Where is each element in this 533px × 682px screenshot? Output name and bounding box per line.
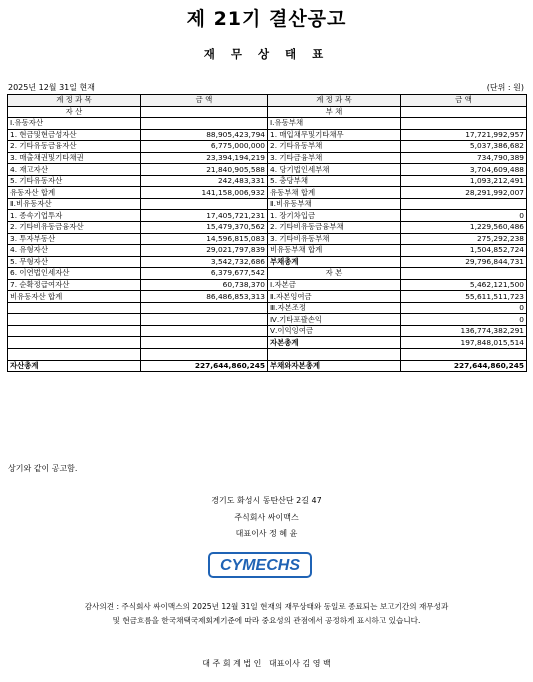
unit-label: (단위 : 원) — [486, 83, 524, 92]
table-row — [8, 152, 527, 164]
asset-amount-cell: 14,596,815,083 — [141, 233, 268, 245]
page-title: 제 21기 결산공고 — [186, 8, 347, 30]
company-address: 경기도 화성시 동탄산단 2길 47 — [211, 496, 322, 505]
table-header-row — [8, 95, 527, 107]
total-assets-label: 자산총계 — [8, 360, 141, 372]
balance-sheet-table — [7, 94, 527, 372]
liability-account-cell: Ⅱ.비유동부채 — [268, 198, 401, 210]
liability-account-cell: 1. 장기차입금 — [268, 210, 401, 222]
asset-account-cell — [8, 337, 141, 349]
liability-account-cell: 자본총계 — [268, 337, 401, 349]
liability-account-cell: 4. 당기법인세부채 — [268, 164, 401, 176]
liability-amount-cell: 5,462,121,500 — [401, 279, 527, 291]
liability-amount-cell — [401, 198, 527, 210]
logo-text: CYMECHS — [219, 557, 301, 574]
table-row — [8, 222, 527, 234]
asset-account-cell — [8, 314, 141, 326]
notice-text: 상기와 같이 공고함. — [8, 464, 78, 473]
audit-opinion-line-2: 및 현금흐름을 한국채택국제회계기준에 따라 중요성의 관점에서 공정하게 표시하고 있습니다. — [112, 616, 421, 625]
asset-account-cell — [8, 349, 141, 361]
liability-account-cell: 3. 기타비유동부채 — [268, 233, 401, 245]
table-row — [8, 337, 527, 349]
liability-account-cell: 2. 기타유동부채 — [268, 141, 401, 153]
asset-amount-cell: 88,905,423,794 — [141, 129, 268, 141]
company-ceo: 대표이사 정 혜 윤 — [235, 529, 298, 538]
empty-cell — [141, 106, 268, 118]
asset-account-cell: 2. 기타유동금융자산 — [8, 141, 141, 153]
asset-account-cell: 3. 투자부동산 — [8, 233, 141, 245]
liability-amount-cell: 197,848,015,514 — [401, 337, 527, 349]
asset-amount-cell: 6,775,000,000 — [141, 141, 268, 153]
section-assets: 자 산 — [8, 106, 141, 118]
asset-account-cell: 비유동자산 합계 — [8, 291, 141, 303]
asset-account-cell: 3. 매출채권및기타채권 — [8, 152, 141, 164]
asset-account-cell: 7. 순확정급여자산 — [8, 279, 141, 291]
liability-account-cell — [268, 349, 401, 361]
total-liab-equity-amount: 227,644,860,245 — [401, 360, 527, 372]
asset-amount-cell: 29,021,797,839 — [141, 245, 268, 257]
header-left-account: 계 정 과 목 — [8, 95, 141, 107]
asset-amount-cell: 15,479,370,562 — [141, 222, 268, 234]
audit-opinion-line-1: 감사의견 : 주식회사 싸이맥스의 2025년 12월 31일 현재의 재무상태와 동일로 종료되는 보고기간의 재무성과 — [84, 602, 449, 611]
liability-amount-cell: 29,796,844,731 — [401, 256, 527, 268]
asset-amount-cell — [141, 302, 268, 314]
liability-account-cell: Ⅴ.이익잉여금 — [268, 325, 401, 337]
table-row — [8, 233, 527, 245]
liability-account-cell: 2. 기타비유동금융부채 — [268, 222, 401, 234]
liability-amount-cell: 3,704,609,488 — [401, 164, 527, 176]
asset-amount-cell — [141, 314, 268, 326]
liability-account-cell: 5. 충당부채 — [268, 175, 401, 187]
liability-amount-cell: 17,721,992,957 — [401, 129, 527, 141]
liability-amount-cell: 1,093,212,491 — [401, 175, 527, 187]
asset-account-cell: 2. 기타비유동금융자산 — [8, 222, 141, 234]
asset-amount-cell: 23,394,194,219 — [141, 152, 268, 164]
table-row — [8, 164, 527, 176]
liability-amount-cell: 0 — [401, 210, 527, 222]
asset-account-cell: 5. 기타유동자산 — [8, 175, 141, 187]
asset-account-cell: 유동자산 합계 — [8, 187, 141, 199]
table-row — [8, 129, 527, 141]
asset-account-cell: Ⅱ.비유동자산 — [8, 198, 141, 210]
asset-amount-cell — [141, 337, 268, 349]
asset-account-cell — [8, 325, 141, 337]
table-row — [8, 268, 527, 280]
asset-account-cell: 4. 재고자산 — [8, 164, 141, 176]
asset-amount-cell — [141, 349, 268, 361]
asset-account-cell: 5. 무형자산 — [8, 256, 141, 268]
liability-account-cell: Ⅳ.기타포괄손익 — [268, 314, 401, 326]
liability-account-cell: Ⅲ.자본조정 — [268, 302, 401, 314]
asset-account-cell: 1. 종속기업투자 — [8, 210, 141, 222]
asset-account-cell: 6. 이연법인세자산 — [8, 268, 141, 280]
asset-amount-cell: 21,840,905,588 — [141, 164, 268, 176]
liability-amount-cell: 1,504,852,724 — [401, 245, 527, 257]
liability-account-cell: 유동부채 합계 — [268, 187, 401, 199]
table-row — [8, 349, 527, 361]
table-row — [8, 175, 527, 187]
liability-amount-cell: 28,291,992,007 — [401, 187, 527, 199]
table-row — [8, 314, 527, 326]
table-row — [8, 198, 527, 210]
table-row — [8, 210, 527, 222]
liability-amount-cell: 136,774,382,291 — [401, 325, 527, 337]
asset-account-cell — [8, 302, 141, 314]
liability-amount-cell — [401, 349, 527, 361]
liability-amount-cell: 0 — [401, 314, 527, 326]
liability-account-cell: 비유동부채 합계 — [268, 245, 401, 257]
empty-cell — [401, 106, 527, 118]
section-liabilities: 부 채 — [268, 106, 401, 118]
asset-amount-cell: 17,405,721,231 — [141, 210, 268, 222]
auditor-signature: 대 주 회 계 법 인 대표이사 김 영 백 — [202, 659, 331, 668]
header-left-amount: 금 액 — [141, 95, 268, 107]
liability-amount-cell: 0 — [401, 302, 527, 314]
liability-account-cell: 3. 기타금융부채 — [268, 152, 401, 164]
liability-amount-cell: 734,790,389 — [401, 152, 527, 164]
table-row — [8, 325, 527, 337]
section-row — [8, 106, 527, 118]
asset-amount-cell: 6,379,677,542 — [141, 268, 268, 280]
table-row — [8, 302, 527, 314]
report-date: 2025년 12월 31일 현재 — [8, 83, 95, 92]
liability-amount-cell: 55,611,511,723 — [401, 291, 527, 303]
liability-amount-cell — [401, 118, 527, 130]
asset-account-cell: Ⅰ.유동자산 — [8, 118, 141, 130]
liability-account-cell: 1. 매입채무및기타채무 — [268, 129, 401, 141]
liability-account-cell: 부채총계 — [268, 256, 401, 268]
total-row — [8, 360, 527, 372]
total-liab-equity-label: 부채와자본총계 — [268, 360, 401, 372]
liability-amount-cell: 1,229,560,486 — [401, 222, 527, 234]
asset-amount-cell: 86,486,853,313 — [141, 291, 268, 303]
asset-account-cell: 4. 유형자산 — [8, 245, 141, 257]
asset-amount-cell: 60,738,370 — [141, 279, 268, 291]
asset-amount-cell — [141, 198, 268, 210]
liability-account-cell: Ⅰ.유동부채 — [268, 118, 401, 130]
liability-amount-cell: 5,037,386,682 — [401, 141, 527, 153]
table-row — [8, 118, 527, 130]
liability-account-cell: Ⅱ.자본잉여금 — [268, 291, 401, 303]
liability-account-cell: Ⅰ.자본금 — [268, 279, 401, 291]
asset-amount-cell: 3,542,732,686 — [141, 256, 268, 268]
total-assets-amount: 227,644,860,245 — [141, 360, 268, 372]
asset-amount-cell — [141, 325, 268, 337]
asset-account-cell: 1. 현금및현금성자산 — [8, 129, 141, 141]
cymechs-logo — [208, 552, 312, 578]
table-row — [8, 291, 527, 303]
table-row — [8, 256, 527, 268]
section-equity: 자 본 — [268, 268, 401, 280]
liability-amount-cell: 275,292,238 — [401, 233, 527, 245]
table-row — [8, 141, 527, 153]
asset-amount-cell: 141,158,006,932 — [141, 187, 268, 199]
table-row — [8, 279, 527, 291]
statement-title: 재 무 상 태 표 — [203, 47, 330, 61]
header-right-amount: 금 액 — [401, 95, 527, 107]
asset-amount-cell — [141, 118, 268, 130]
header-right-account: 계 정 과 목 — [268, 95, 401, 107]
table-row — [8, 245, 527, 257]
table-row — [8, 187, 527, 199]
company-name: 주식회사 싸이맥스 — [234, 513, 299, 522]
asset-amount-cell: 242,483,331 — [141, 175, 268, 187]
empty-cell — [401, 268, 527, 280]
